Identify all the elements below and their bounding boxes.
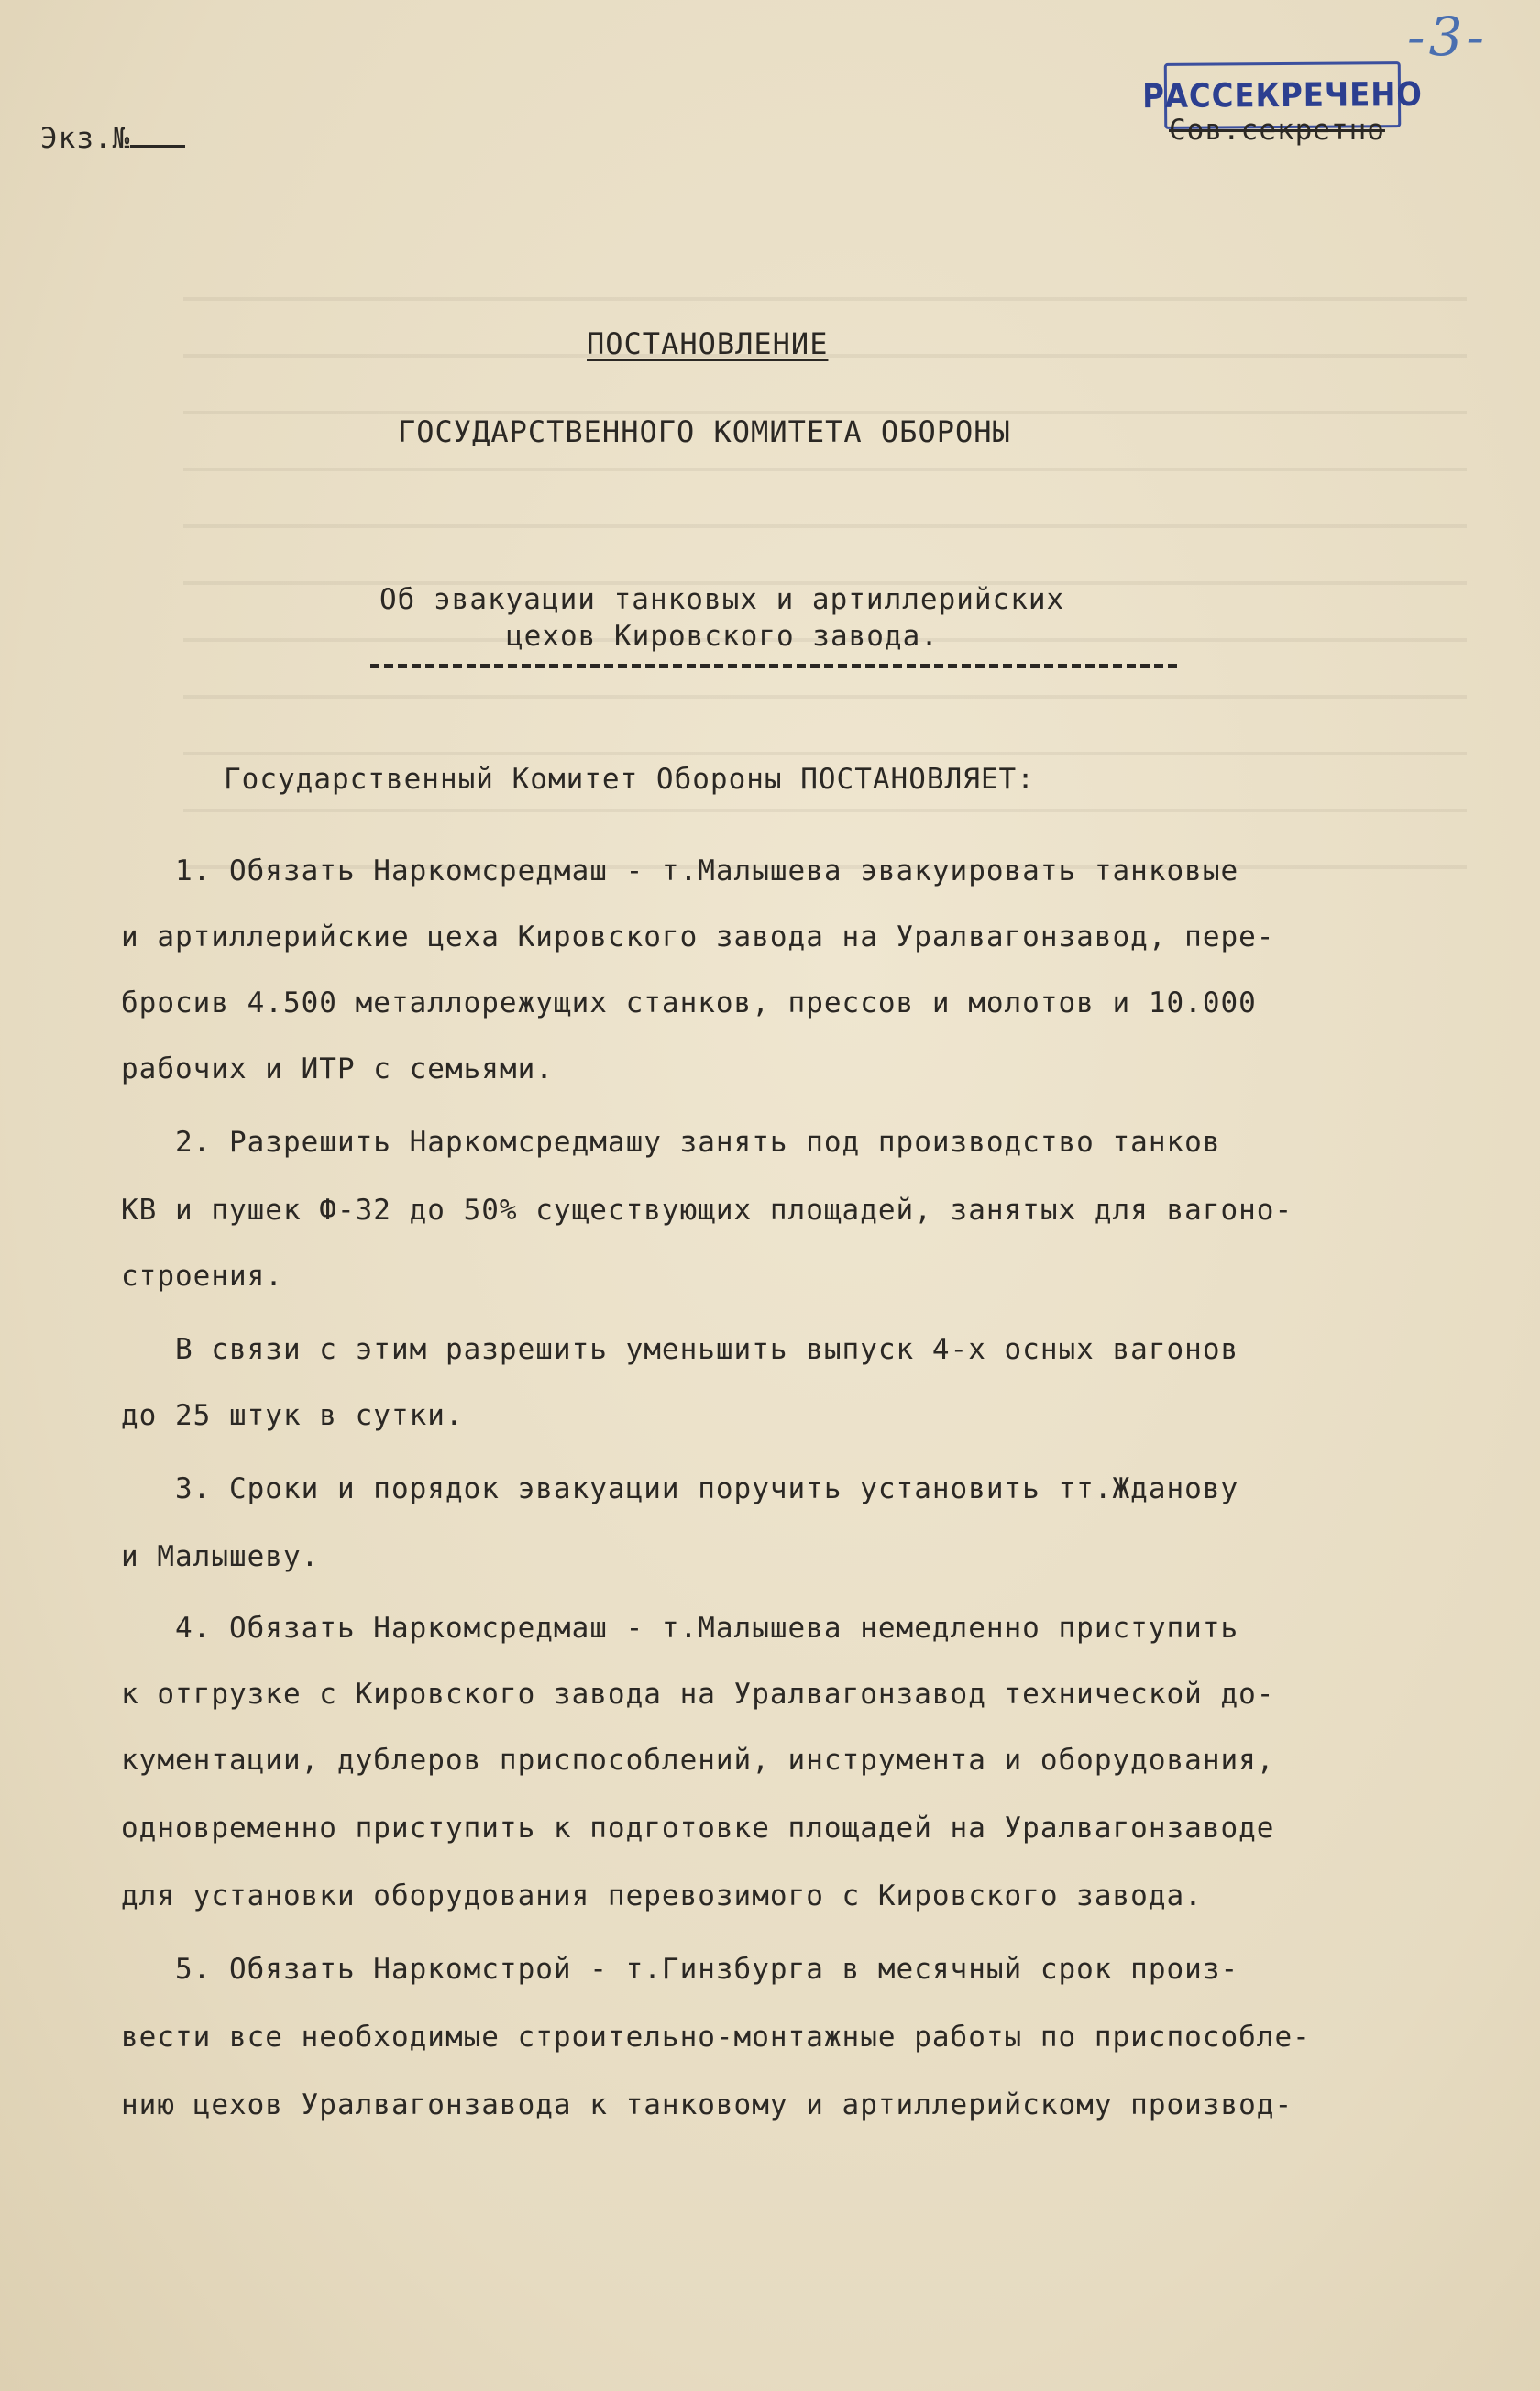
body-line: к отгрузке с Кировского завода на Уралвагонзавод технической до- <box>121 1678 1275 1711</box>
body-line: бросив 4.500 металлорежущих станков, прессов и молотов и 10.000 <box>121 986 1257 1019</box>
body-line: рабочих и ИТР с семьями. <box>121 1052 554 1085</box>
page-number: -3- <box>1407 6 1489 68</box>
subject-line-1: Об эвакуации танковых и артиллерийских <box>380 583 1065 616</box>
classification-marking: Сов.секретно <box>1169 114 1385 147</box>
subject-line-2: цехов Кировского завода. <box>506 620 939 653</box>
document-title: ПОСТАНОВЛЕНИЕ <box>587 326 829 361</box>
body-line: Государственный Комитет Обороны ПОСТАНОВЛЯЕТ: <box>224 763 1035 796</box>
body-line: 4. Обязать Наркомсредмаш - т.Малышева немедленно приступить <box>121 1612 1239 1645</box>
body-line: 3. Сроки и порядок эвакуации поручить установить тт.Жданову <box>121 1472 1239 1505</box>
body-line: 5. Обязать Наркомстрой - т.Гинзбурга в месячный срок произ- <box>121 1953 1239 1986</box>
declassified-stamp: РАССЕКРЕЧЕНО <box>1164 61 1401 129</box>
body-line: КВ и пушек Ф-32 до 50% существующих площадей, занятых для вагоно- <box>121 1194 1293 1227</box>
body-line: В связи с этим разрешить уменьшить выпуск 4-х осных вагонов <box>121 1333 1239 1366</box>
issuer-name: ГОСУДАРСТВЕННОГО КОМИТЕТА ОБОРОНЫ <box>398 414 1011 449</box>
body-line: строения. <box>121 1260 283 1293</box>
body-line: 2. Разрешить Наркомсредмашу занять под производство танков <box>121 1126 1221 1159</box>
body-line: одновременно приступить к подготовке площадей на Уралвагонзаводе <box>121 1812 1275 1845</box>
copy-label-text: Экз.№ <box>40 122 131 155</box>
body-line: и артиллерийские цеха Кировского завода на Уралвагонзавод, пере- <box>121 920 1275 953</box>
body-line: и Малышеву. <box>121 1540 320 1573</box>
body-line: вести все необходимые строительно-монтажные работы по приспособле- <box>121 2021 1311 2054</box>
body-line: нию цехов Уралвагонзавода к танковому и артиллерийскому производ- <box>121 2088 1293 2121</box>
body-line: кументации, дублеров приспособлений, инструмента и оборудования, <box>121 1744 1275 1777</box>
body-line: до 25 штук в сутки. <box>121 1399 464 1432</box>
body-line: для установки оборудования перевозимого с Кировского завода. <box>121 1879 1203 1912</box>
copy-number-label <box>40 121 185 155</box>
copy-number-blank <box>130 121 185 148</box>
body-line: 1. Обязать Наркомсредмаш - т.Малышева эвакуировать танковые <box>121 854 1239 887</box>
subject-underline-rule <box>370 664 1177 668</box>
